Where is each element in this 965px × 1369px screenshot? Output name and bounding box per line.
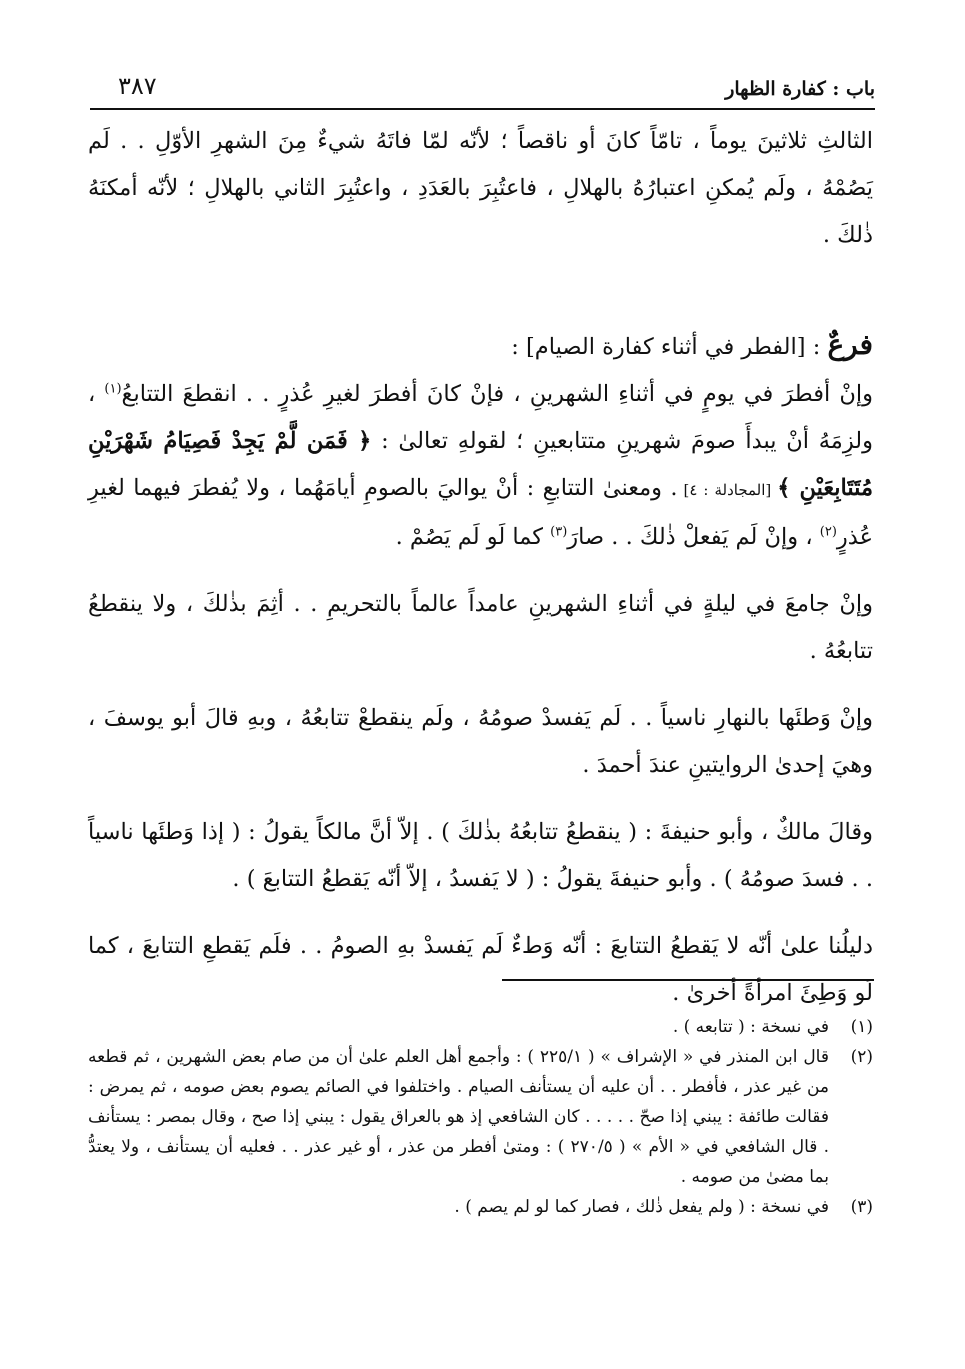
paragraph-intercourse-forgetful: وإنْ وَطئَها بالنهارِ ناسياً . . لَم يَفسدْ صومُهُ ، ولَم ينقطعْ تتابعُهُ ، وبهِ قالَ أبو يوسفَ ، وهيَ إحدىٰ الروايتينِ عندَ أحمدَ .	[88, 705, 873, 778]
footnote-number: (٢)	[850, 1047, 873, 1067]
text-span: كما لَو لَم يَصُمْ .	[395, 524, 551, 550]
paragraph-malik-abu-hanifa: وقالَ مالكٌ ، وأبو حنيفةَ : ( ينقطعُ تتابعُهُ بذٰلكَ ) . إلاّ أنَّ مالكاً يقولُ : ( إذا وَطئَها ناسياً . . فسدَ صومُهُ ) . وأبو حنيفةَ يقولُ : ( لا يَفسدُ ، إلاّ أنّه يَقطعُ التتابعَ ) .	[88, 819, 873, 892]
spacer	[88, 789, 873, 809]
running-header	[90, 68, 875, 110]
paragraph-breaking-fast	[88, 371, 873, 561]
section-heading	[88, 321, 873, 371]
spacer	[88, 903, 873, 923]
footnote-text: في نسخة : ( تتابعه ) .	[672, 1017, 829, 1037]
text-span: . ومعنىٰ التتابعِ : أنْ يواليَ بالصومِ أيامَهُما ، ولا يُفطرَ فيهما لغيرِ عُذرٍ	[88, 475, 873, 550]
spacer	[88, 675, 873, 695]
paragraph-evidence: دليلُنا علىٰ أنّه لا يَقطعُ التتابعَ : أنّه وَطءٌ لَم يَفسدْ بهِ الصومُ . . فلَم يَقطعِ التتابعَ ، كما لَو وَطِئَ امرأةً أخرىٰ .	[88, 933, 873, 1006]
branch-title: : [الفطر في أثناء كفارة الصيام] :	[511, 334, 828, 360]
quran-verse: ﴿ فَمَن لَّمْ يَجِدْ فَصِيَامُ شَهْرَيْنِ مُتَتَابِعَيْنِ ﴾	[88, 428, 873, 501]
footnote	[88, 1012, 873, 1042]
paragraph-continuation: الثالثِ ثلاثينَ يوماً ، تامّاً كانَ أو ناقصاً ؛ لأنّه لمّا فاتَهُ شيءٌ مِنَ الشهرِ الأوّلِ . . لَم يَصُمْهُ ، ولَم يُمكنِ اعتبارُهُ بالهلالِ ، فاعتُبِرَ بالعَدَدِ ، واعتُبِرَ الثاني بالهلالِ ؛ لأنّه أمكنَهُ ذٰلكَ .	[88, 128, 873, 248]
footnote	[88, 1192, 873, 1222]
text-span: وإنْ أفطرَ في يومٍ في أثناءِ الشهرينِ ، فإنْ كانَ أفطرَ لغيرِ عُذرٍ . . انقطعَ التتابعُ	[121, 381, 873, 407]
footnote-number: (١)	[850, 1017, 873, 1037]
page-number: ٣٨٧	[118, 72, 157, 100]
footnote-ref-2[interactable]: (٢)	[819, 524, 837, 540]
footnote-ref-3[interactable]: (٣)	[550, 524, 568, 540]
footnote-separator	[502, 979, 874, 981]
footnote-text: قال ابن المنذر في « الإشراف » ( ٢٢٥/١ ) : وأجمع أهل العلم علىٰ أن من صام بعض الشهرين ، ثم قطعه من غير عذر ، فأفطر . . أن عليه أن يستأنف الصيام . واختلفوا في الصائم يصوم بعض صومه ، ثم يمرض : فقالت طائفة : يبني إذا صحّ . . . . . كان الشافعي إذ هو بالعراق يقول : يبني إذا صح ، وقال بمصر : يستأنف . قال الشافعي في « الأم » ( ٢٧٠/٥ ) : ومتىٰ أفطر من عذر ، أو غير عذر . . فعليه أن يستأنف ، ولا يعتدُّ بما مضىٰ من صومه .	[88, 1047, 829, 1187]
footnote	[88, 1042, 873, 1192]
chapter-title: باب : كفارة الظهار	[725, 78, 875, 100]
branch-word: فرعٌ	[827, 328, 873, 361]
verse-reference: [المجادلة : ٤]	[677, 481, 778, 499]
footnotes	[88, 1012, 873, 1222]
spacer	[88, 561, 873, 581]
paragraph-intercourse-night: وإنْ جامعَ في ليلةٍ في أثناءِ الشهرينِ عامداً عالماً بالتحريمِ . . أثِمَ بذٰلكَ ، ولا ينقطعُ تتابعُهُ .	[88, 591, 873, 664]
spacer	[88, 259, 873, 321]
text-span: ، وإنْ لَم يَفعلْ ذٰلكَ . . صارَ	[567, 524, 820, 550]
footnote-ref-1[interactable]: (١)	[104, 381, 122, 397]
text-span: ، ولزِمَهُ أنْ يبدأَ صومَ شهرينِ متتابعينِ ؛ لقولهِ تعالىٰ :	[88, 381, 873, 454]
footnote-text: في نسخة : ( ولم يفعل ذٰلك ، فصار كما لو لم يصم ) .	[454, 1197, 829, 1217]
main-text	[88, 118, 873, 1017]
footnote-number: (٣)	[850, 1197, 873, 1217]
